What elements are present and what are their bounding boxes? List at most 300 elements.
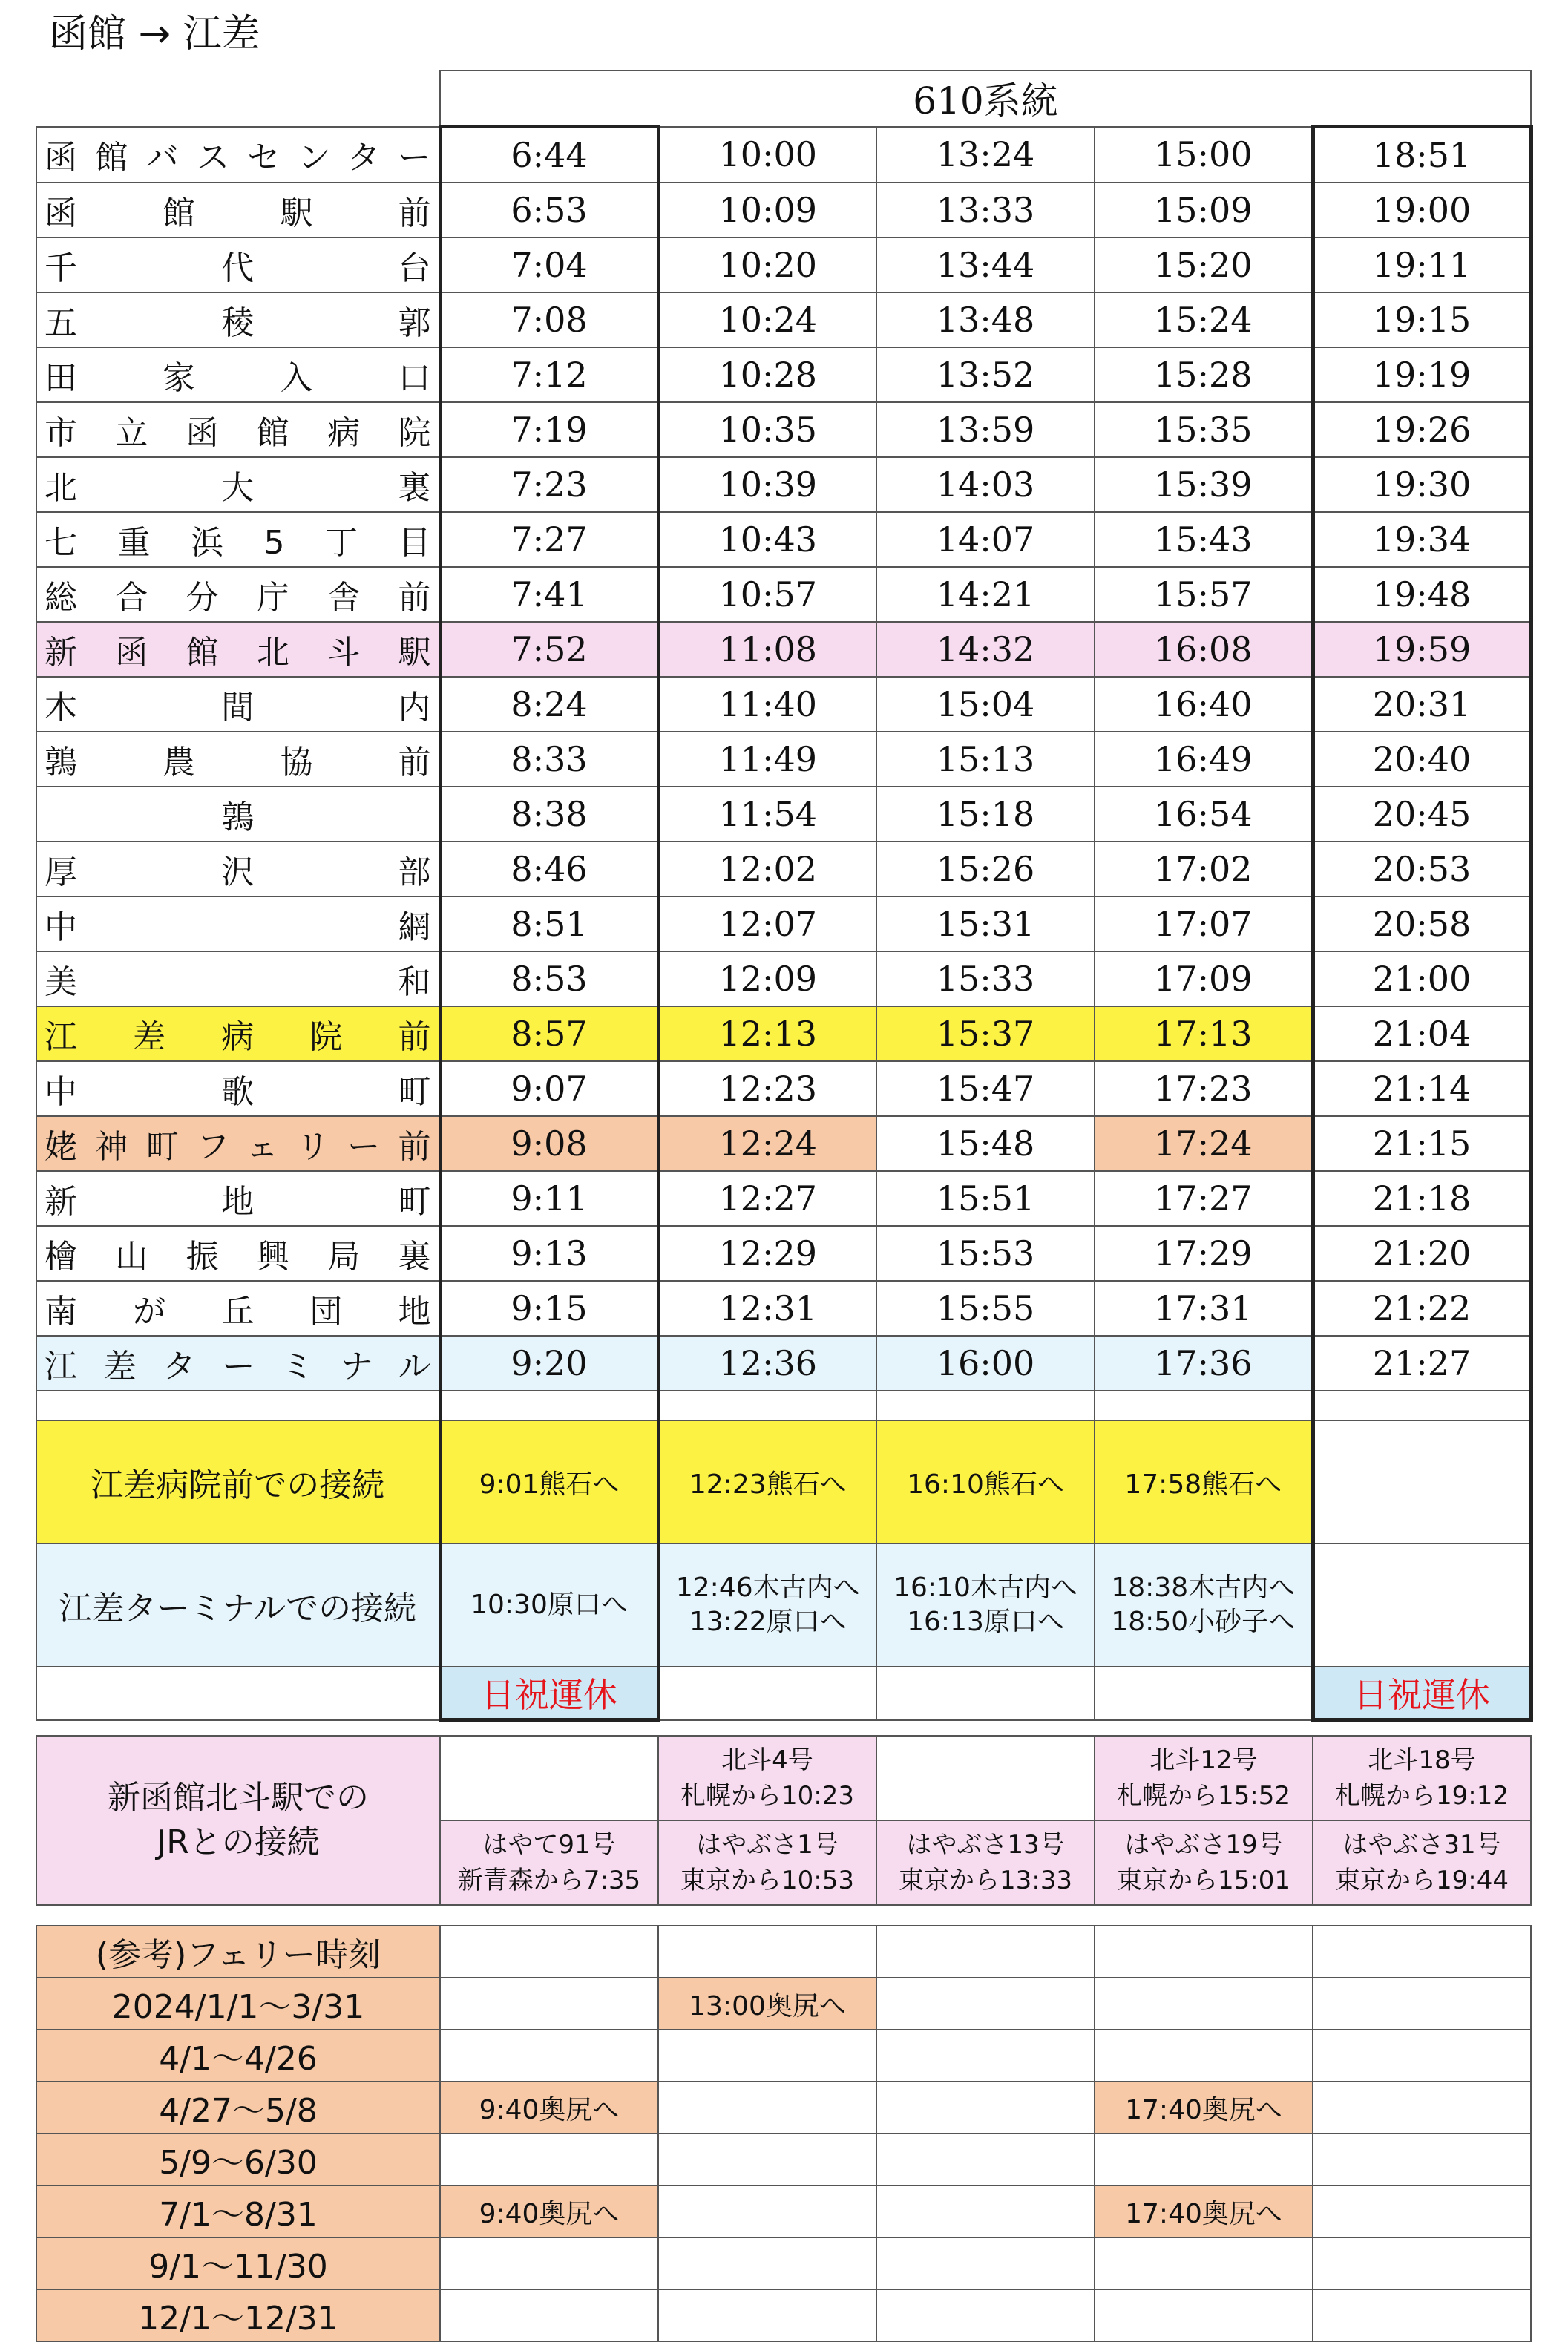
time-cell: 7:27 xyxy=(440,512,658,567)
time-cell: 20:45 xyxy=(1313,787,1531,842)
ferry-period: 7/1～8/31 xyxy=(36,2185,440,2237)
time-cell: 16:08 xyxy=(1095,622,1313,677)
time-cell: 14:32 xyxy=(876,622,1095,677)
time-cell: 15:26 xyxy=(876,842,1095,896)
time-cell: 7:19 xyxy=(440,402,658,457)
stop-row xyxy=(36,402,1531,457)
time-cell: 19:30 xyxy=(1313,457,1531,512)
holiday-cell xyxy=(1095,1667,1313,1720)
stop-name xyxy=(36,1281,440,1336)
stop-name xyxy=(36,127,440,183)
holiday-cell: 日祝運休 xyxy=(1313,1667,1531,1720)
jr-line: 北斗4号 xyxy=(721,1745,813,1775)
stop-name xyxy=(36,1006,440,1061)
jr-line: 札幌から15:52 xyxy=(1117,1781,1290,1811)
stop-name xyxy=(36,237,440,292)
ferry-cell xyxy=(1313,2134,1531,2185)
time-cell: 9:15 xyxy=(440,1281,658,1336)
hospital-connection-row xyxy=(36,1420,1531,1544)
time-cell: 18:51 xyxy=(1313,127,1531,183)
time-cell: 12:29 xyxy=(658,1226,876,1281)
jr-top-cell xyxy=(1095,1736,1313,1820)
stop-row xyxy=(36,237,1531,292)
time-cell: 7:23 xyxy=(440,457,658,512)
time-cell: 15:20 xyxy=(1095,237,1313,292)
jr-line: はやぶさ1号 xyxy=(696,1830,839,1860)
ferry-cell: 17:40奥尻へ xyxy=(1095,2082,1313,2134)
ferry-cell xyxy=(1095,2237,1313,2289)
ferry-cell xyxy=(1313,1978,1531,2030)
stop-name xyxy=(36,951,440,1006)
stop-name xyxy=(36,677,440,732)
stop-row xyxy=(36,1006,1531,1061)
stop-name xyxy=(36,1116,440,1171)
jr-label xyxy=(36,1736,440,1905)
time-cell: 20:40 xyxy=(1313,732,1531,787)
stop-name-text: 姥神町フェリー前 xyxy=(45,1128,433,1166)
jr-line: 東京から15:01 xyxy=(1117,1866,1290,1895)
terminal-connection-cell xyxy=(658,1544,876,1667)
ferry-row xyxy=(36,2134,1531,2185)
time-cell: 15:39 xyxy=(1095,457,1313,512)
time-cell: 8:24 xyxy=(440,677,658,732)
time-cell: 8:57 xyxy=(440,1006,658,1061)
gap-cell xyxy=(36,1391,440,1420)
jr-bottom-cell xyxy=(440,1820,658,1905)
time-cell: 7:08 xyxy=(440,292,658,347)
time-cell: 17:09 xyxy=(1095,951,1313,1006)
timetable xyxy=(36,70,1533,1722)
terminal-connection-line: 18:38木古内へ xyxy=(1111,1573,1296,1603)
time-cell: 6:53 xyxy=(440,183,658,237)
ferry-cell xyxy=(1095,2289,1313,2341)
time-cell: 9:20 xyxy=(440,1336,658,1391)
stop-name-text: 北大裏 xyxy=(45,469,433,507)
stop-name-text: 千代台 xyxy=(45,249,433,287)
time-cell: 21:00 xyxy=(1313,951,1531,1006)
holiday-cell: 日祝運休 xyxy=(440,1667,658,1720)
time-cell: 15:13 xyxy=(876,732,1095,787)
time-cell: 10:20 xyxy=(658,237,876,292)
time-cell: 15:33 xyxy=(876,951,1095,1006)
time-cell: 15:48 xyxy=(876,1116,1095,1171)
terminal-connection-line: 12:46木古内へ xyxy=(675,1573,860,1603)
stop-row xyxy=(36,677,1531,732)
terminal-connection-row xyxy=(36,1544,1531,1667)
time-cell: 17:27 xyxy=(1095,1171,1313,1226)
stop-row xyxy=(36,1061,1531,1116)
time-cell: 11:54 xyxy=(658,787,876,842)
time-cell: 19:26 xyxy=(1313,402,1531,457)
ferry-row xyxy=(36,2082,1531,2134)
stop-row xyxy=(36,457,1531,512)
time-cell: 15:57 xyxy=(1095,567,1313,622)
ferry-cell xyxy=(658,1926,876,1978)
time-cell: 19:59 xyxy=(1313,622,1531,677)
ferry-cell: 9:40奥尻へ xyxy=(440,2082,658,2134)
ferry-period: 5/9～6/30 xyxy=(36,2134,440,2185)
gap-row xyxy=(36,1391,1531,1420)
holiday-label xyxy=(36,1667,440,1720)
time-cell: 20:58 xyxy=(1313,896,1531,951)
stop-name-text: 厚沢部 xyxy=(45,853,433,891)
ferry-header: (参考)フェリー時刻 xyxy=(36,1926,440,1978)
ferry-cell xyxy=(876,2237,1095,2289)
stop-name-text: 新函館北斗駅 xyxy=(45,634,433,672)
time-cell: 19:34 xyxy=(1313,512,1531,567)
time-cell: 17:36 xyxy=(1095,1336,1313,1391)
time-cell: 17:29 xyxy=(1095,1226,1313,1281)
time-cell: 19:00 xyxy=(1313,183,1531,237)
stop-name-text: 田家入口 xyxy=(45,359,433,397)
stop-row xyxy=(36,127,1531,183)
stop-name xyxy=(36,347,440,402)
jr-bottom-cell xyxy=(658,1820,876,1905)
route-label: 610系統 xyxy=(440,70,1531,127)
stop-name xyxy=(36,457,440,512)
time-cell: 16:00 xyxy=(876,1336,1095,1391)
time-cell: 15:24 xyxy=(1095,292,1313,347)
ferry-cell: 9:40奥尻へ xyxy=(440,2185,658,2237)
stop-name-text: 七重浜5丁目 xyxy=(45,524,433,562)
hospital-connection-label: 江差病院前での接続 xyxy=(36,1420,440,1544)
terminal-connection-line: 13:22原口へ xyxy=(689,1607,847,1637)
time-cell: 21:18 xyxy=(1313,1171,1531,1226)
ferry-cell xyxy=(440,1978,658,2030)
time-cell: 9:08 xyxy=(440,1116,658,1171)
stop-row xyxy=(36,732,1531,787)
ferry-cell xyxy=(658,2030,876,2082)
jr-label-line: 新函館北斗駅での xyxy=(108,1779,369,1817)
stop-name xyxy=(36,292,440,347)
time-cell: 14:03 xyxy=(876,457,1095,512)
stop-name-text: 函館バスセンター xyxy=(45,139,433,177)
time-cell: 12:09 xyxy=(658,951,876,1006)
time-cell: 15:51 xyxy=(876,1171,1095,1226)
stop-row xyxy=(36,951,1531,1006)
hospital-connection-cell: 16:10熊石へ xyxy=(876,1420,1095,1544)
terminal-connection-line: 16:10木古内へ xyxy=(893,1573,1077,1603)
ferry-cell xyxy=(440,2030,658,2082)
time-cell: 17:23 xyxy=(1095,1061,1313,1116)
holiday-cell xyxy=(876,1667,1095,1720)
stop-name-text: 総合分庁舎前 xyxy=(45,579,433,617)
ferry-period: 4/27～5/8 xyxy=(36,2082,440,2134)
ferry-cell xyxy=(876,2082,1095,2134)
time-cell: 16:54 xyxy=(1095,787,1313,842)
ferry-cell xyxy=(440,1926,658,1978)
jr-top-cell xyxy=(658,1736,876,1820)
time-cell: 15:35 xyxy=(1095,402,1313,457)
jr-line: 新青森から7:35 xyxy=(457,1866,641,1895)
gap-cell xyxy=(658,1391,876,1420)
gap-cell xyxy=(1095,1391,1313,1420)
holiday-row xyxy=(36,1667,1531,1720)
jr-line: 北斗18号 xyxy=(1368,1745,1476,1775)
stop-name xyxy=(36,787,440,842)
time-cell: 19:15 xyxy=(1313,292,1531,347)
jr-bottom-cell xyxy=(1095,1820,1313,1905)
ferry-cell xyxy=(876,2134,1095,2185)
stop-name-text: 鶉 xyxy=(221,798,256,836)
time-cell: 12:24 xyxy=(658,1116,876,1171)
time-cell: 13:24 xyxy=(876,127,1095,183)
ferry-cell: 17:40奥尻へ xyxy=(1095,2185,1313,2237)
stop-row xyxy=(36,787,1531,842)
time-cell: 12:13 xyxy=(658,1006,876,1061)
jr-line: はやぶさ31号 xyxy=(1342,1830,1501,1860)
time-cell: 17:02 xyxy=(1095,842,1313,896)
ferry-cell xyxy=(440,2289,658,2341)
time-cell: 6:44 xyxy=(440,127,658,183)
time-cell: 10:09 xyxy=(658,183,876,237)
time-cell: 16:49 xyxy=(1095,732,1313,787)
time-cell: 13:48 xyxy=(876,292,1095,347)
time-cell: 10:28 xyxy=(658,347,876,402)
holiday-cell xyxy=(658,1667,876,1720)
ferry-cell xyxy=(658,2237,876,2289)
terminal-connection-line: 10:30原口へ xyxy=(470,1590,628,1620)
time-cell: 19:19 xyxy=(1313,347,1531,402)
terminal-connection-cell xyxy=(876,1544,1095,1667)
time-cell: 8:33 xyxy=(440,732,658,787)
time-cell: 11:49 xyxy=(658,732,876,787)
time-cell: 8:46 xyxy=(440,842,658,896)
stop-name-text: 函館駅前 xyxy=(45,194,433,232)
time-cell: 15:09 xyxy=(1095,183,1313,237)
time-cell: 15:00 xyxy=(1095,127,1313,183)
terminal-connection-cell xyxy=(440,1544,658,1667)
time-cell: 17:24 xyxy=(1095,1116,1313,1171)
stop-row xyxy=(36,512,1531,567)
ferry-cell xyxy=(1095,2134,1313,2185)
jr-top-cell xyxy=(876,1736,1095,1820)
ferry-row xyxy=(36,2289,1531,2341)
time-cell: 10:24 xyxy=(658,292,876,347)
stop-name xyxy=(36,896,440,951)
time-cell: 10:43 xyxy=(658,512,876,567)
ferry-cell xyxy=(876,1926,1095,1978)
jr-line: 東京から19:44 xyxy=(1335,1866,1509,1895)
time-cell: 7:41 xyxy=(440,567,658,622)
time-cell: 21:22 xyxy=(1313,1281,1531,1336)
stop-name-text: 市立函館病院 xyxy=(45,414,433,452)
jr-bottom-cell xyxy=(876,1820,1095,1905)
ferry-period: 9/1～11/30 xyxy=(36,2237,440,2289)
time-cell: 15:31 xyxy=(876,896,1095,951)
stop-name xyxy=(36,512,440,567)
time-cell: 15:53 xyxy=(876,1226,1095,1281)
ferry-cell xyxy=(658,2082,876,2134)
jr-top-cell xyxy=(1313,1736,1531,1820)
stop-row xyxy=(36,1336,1531,1391)
time-cell: 8:38 xyxy=(440,787,658,842)
time-cell: 12:07 xyxy=(658,896,876,951)
time-cell: 7:12 xyxy=(440,347,658,402)
ferry-cell xyxy=(1313,2185,1531,2237)
jr-line: 北斗12号 xyxy=(1149,1745,1258,1775)
stop-name-text: 中歌町 xyxy=(45,1073,433,1111)
stop-row xyxy=(36,567,1531,622)
stop-name-text: 南が丘団地 xyxy=(45,1293,433,1331)
ferry-cell xyxy=(1095,1978,1313,2030)
time-cell: 21:27 xyxy=(1313,1336,1531,1391)
time-cell: 15:55 xyxy=(876,1281,1095,1336)
stop-row xyxy=(36,1171,1531,1226)
ferry-cell xyxy=(658,2134,876,2185)
ferry-cell xyxy=(876,2289,1095,2341)
terminal-connection-cell xyxy=(1313,1544,1531,1667)
ferry-cell xyxy=(1313,2237,1531,2289)
time-cell: 15:43 xyxy=(1095,512,1313,567)
time-cell: 21:14 xyxy=(1313,1061,1531,1116)
ferry-cell xyxy=(1313,1926,1531,1978)
stop-name xyxy=(36,732,440,787)
stop-name xyxy=(36,1061,440,1116)
stop-row xyxy=(36,622,1531,677)
stop-name-text: 檜山振興局裏 xyxy=(45,1238,433,1276)
time-cell: 8:53 xyxy=(440,951,658,1006)
ferry-cell xyxy=(658,2185,876,2237)
ferry-cell xyxy=(440,2237,658,2289)
stop-name-text: 美和 xyxy=(45,963,433,1001)
stop-name xyxy=(36,842,440,896)
jr-line: 東京から10:53 xyxy=(680,1866,854,1895)
route-header-row xyxy=(36,70,1531,127)
stop-name xyxy=(36,1171,440,1226)
time-cell: 20:31 xyxy=(1313,677,1531,732)
time-cell: 7:52 xyxy=(440,622,658,677)
ferry-period: 12/1～12/31 xyxy=(36,2289,440,2341)
time-cell: 17:07 xyxy=(1095,896,1313,951)
stop-name xyxy=(36,1226,440,1281)
stop-name-text: 江差病院前 xyxy=(45,1018,433,1056)
ferry-cell xyxy=(1313,2082,1531,2134)
stop-row xyxy=(36,1116,1531,1171)
jr-line: 札幌から10:23 xyxy=(680,1781,854,1811)
time-cell: 21:20 xyxy=(1313,1226,1531,1281)
time-cell: 19:48 xyxy=(1313,567,1531,622)
stop-name-text: 木間内 xyxy=(45,689,433,727)
jr-top-cell xyxy=(440,1736,658,1820)
time-cell: 9:11 xyxy=(440,1171,658,1226)
ferry-row xyxy=(36,1978,1531,2030)
stop-row xyxy=(36,1281,1531,1336)
ferry-table xyxy=(36,1925,1532,2342)
time-cell: 7:04 xyxy=(440,237,658,292)
time-cell: 15:18 xyxy=(876,787,1095,842)
stop-name xyxy=(36,622,440,677)
ferry-cell xyxy=(876,2185,1095,2237)
time-cell: 12:27 xyxy=(658,1171,876,1226)
jr-line: 東京から13:33 xyxy=(899,1866,1072,1895)
stop-name-text: 鶉農協前 xyxy=(45,744,433,781)
time-cell: 14:21 xyxy=(876,567,1095,622)
jr-label-line: JRとの接続 xyxy=(157,1823,320,1861)
stop-row xyxy=(36,183,1531,237)
ferry-row xyxy=(36,2030,1531,2082)
time-cell: 13:33 xyxy=(876,183,1095,237)
terminal-connection-line: 18:50小砂子へ xyxy=(1111,1607,1296,1637)
time-cell: 15:47 xyxy=(876,1061,1095,1116)
time-cell: 19:11 xyxy=(1313,237,1531,292)
stop-row xyxy=(36,842,1531,896)
jr-line: はやぶさ19号 xyxy=(1124,1830,1283,1860)
time-cell: 17:13 xyxy=(1095,1006,1313,1061)
gap-cell xyxy=(876,1391,1095,1420)
stop-row xyxy=(36,347,1531,402)
stop-name-text: 新地町 xyxy=(45,1183,433,1221)
time-cell: 15:28 xyxy=(1095,347,1313,402)
ferry-period: 2024/1/1～3/31 xyxy=(36,1978,440,2030)
stop-name-text: 江差ターミナル xyxy=(45,1348,433,1385)
terminal-connection-cell xyxy=(1095,1544,1313,1667)
jr-connection-table xyxy=(36,1735,1532,1906)
time-cell: 12:31 xyxy=(658,1281,876,1336)
stop-row xyxy=(36,292,1531,347)
time-cell: 12:36 xyxy=(658,1336,876,1391)
gap-cell xyxy=(440,1391,658,1420)
time-cell: 15:04 xyxy=(876,677,1095,732)
ferry-cell xyxy=(1095,1926,1313,1978)
time-cell: 10:57 xyxy=(658,567,876,622)
stop-name xyxy=(36,402,440,457)
time-cell: 13:44 xyxy=(876,237,1095,292)
ferry-row xyxy=(36,2185,1531,2237)
stop-row xyxy=(36,896,1531,951)
time-cell: 21:15 xyxy=(1313,1116,1531,1171)
hospital-connection-cell: 9:01熊石へ xyxy=(440,1420,658,1544)
time-cell: 9:07 xyxy=(440,1061,658,1116)
ferry-cell xyxy=(1095,2030,1313,2082)
time-cell: 10:39 xyxy=(658,457,876,512)
jr-line: はやぶさ13号 xyxy=(906,1830,1065,1860)
ferry-cell xyxy=(876,1978,1095,2030)
time-cell: 17:31 xyxy=(1095,1281,1313,1336)
time-cell: 11:08 xyxy=(658,622,876,677)
stop-row xyxy=(36,1226,1531,1281)
time-cell: 11:40 xyxy=(658,677,876,732)
stop-name xyxy=(36,567,440,622)
time-cell: 13:59 xyxy=(876,402,1095,457)
stop-name xyxy=(36,183,440,237)
time-cell: 12:23 xyxy=(658,1061,876,1116)
ferry-cell xyxy=(876,2030,1095,2082)
time-cell: 14:07 xyxy=(876,512,1095,567)
jr-line: 札幌から19:12 xyxy=(1335,1781,1509,1811)
ferry-row xyxy=(36,2237,1531,2289)
hospital-connection-cell xyxy=(1313,1420,1531,1544)
time-cell: 10:35 xyxy=(658,402,876,457)
gap-cell xyxy=(1313,1391,1531,1420)
time-cell: 10:00 xyxy=(658,127,876,183)
ferry-cell xyxy=(1313,2030,1531,2082)
ferry-cell: 13:00奥尻へ xyxy=(658,1978,876,2030)
stop-name xyxy=(36,1336,440,1391)
time-cell: 20:53 xyxy=(1313,842,1531,896)
page-title: 函館 → 江差 xyxy=(49,12,260,56)
time-cell: 21:04 xyxy=(1313,1006,1531,1061)
hospital-connection-cell: 12:23熊石へ xyxy=(658,1420,876,1544)
jr-line: はやて91号 xyxy=(482,1830,616,1860)
ferry-cell xyxy=(1313,2289,1531,2341)
jr-bottom-cell xyxy=(1313,1820,1531,1905)
stop-name-text: 五稜郭 xyxy=(45,304,433,342)
ferry-header-row xyxy=(36,1926,1531,1978)
time-cell: 15:37 xyxy=(876,1006,1095,1061)
stop-name-text: 中網 xyxy=(45,908,433,946)
time-cell: 16:40 xyxy=(1095,677,1313,732)
